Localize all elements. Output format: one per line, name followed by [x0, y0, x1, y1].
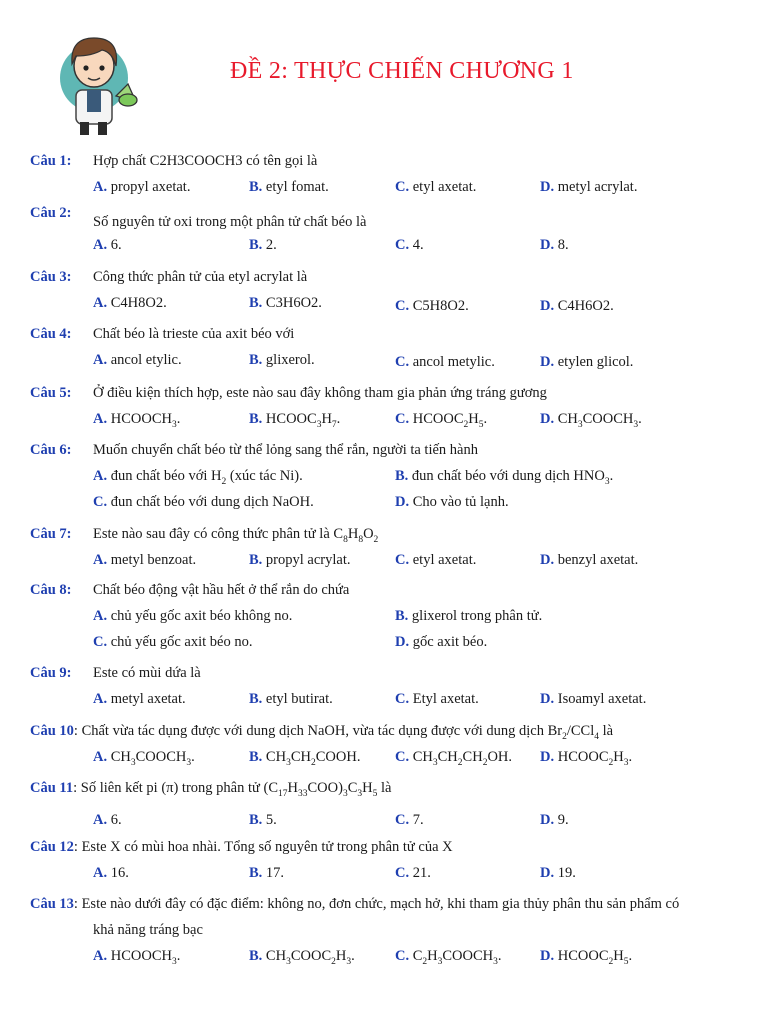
option-a: A. 6. [93, 237, 122, 253]
option-c: C. $C_2H_3COOCH_3$. [395, 948, 502, 967]
option-d: D. $HCOOC_2H_5$. [540, 948, 633, 967]
option-d: D. $HCOOC_2H_3$. [540, 749, 633, 768]
option-d: D. 19. [540, 865, 576, 881]
question-text: Số nguyên tử oxi trong một phân tử chất béo là [93, 214, 367, 230]
question-label: Câu 8: [30, 582, 72, 598]
option-a: A. propyl axetat. [93, 179, 191, 195]
question-3 [30, 264, 750, 316]
option-a: A. metyl axetat. [93, 691, 186, 707]
option-b: B. 17. [249, 865, 285, 881]
option-b: B. $CH_3CH_2COOH$. [249, 749, 361, 768]
option-b: B. đun chất béo với dung dịch $HNO_3$. [395, 468, 614, 487]
option-a: A. đun chất béo với $H_2$ (xúc tác Ni). [93, 468, 303, 487]
formula: $HCOOC_2H_5$. [557, 948, 633, 967]
option-c: C. C5H8O2. [395, 298, 469, 314]
question-label: Câu 2: [30, 205, 72, 221]
formula: $HCOOC_3H_7$. [265, 411, 341, 430]
option-b: B. 2. [249, 237, 277, 253]
option-a: A. $HCOOCH_3$. [93, 411, 181, 430]
option-c: C. $HCOOC_2H_5$. [395, 411, 488, 430]
option-a: A. chủ yếu gốc axit béo không no. [93, 608, 293, 624]
option-a: A. metyl benzoat. [93, 552, 197, 568]
option-c: C. etyl axetat. [395, 552, 477, 568]
formula: $C_2H_3COOCH_3$. [412, 948, 502, 967]
question-13 [30, 891, 750, 969]
question-text: Chất béo là trieste của axit béo với [93, 326, 295, 342]
question-label: Câu 9: [30, 665, 72, 681]
question-text: Câu 12: Este X có mùi hoa nhài. Tổng số nguyên tử trong phân tử của X [30, 839, 453, 855]
question-text-continued: khả năng tráng bạc [93, 922, 203, 938]
option-b: B. glixerol trong phân tử. [395, 608, 543, 624]
option-b: B. $CH_3COOC_2H_3$. [249, 948, 355, 967]
option-d: D. Isoamyl axetat. [540, 691, 647, 707]
question-12 [30, 834, 750, 886]
option-c: C. đun chất béo với dung dịch NaOH. [93, 494, 314, 510]
option-d: D. 8. [540, 237, 569, 253]
question-label: Câu 5: [30, 385, 72, 401]
question-text: Muốn chuyển chất béo từ thể lỏng sang thể rắn, người ta tiến hành [93, 442, 478, 458]
option-b: B. propyl acrylat. [249, 552, 351, 568]
question-text: Câu 13: Este nào dưới đây có đặc điểm: không no, đơn chức, mạch hở, khi tham gia thủy phân thu sản phẩm có [30, 896, 680, 912]
option-d: D. etylen glicol. [540, 354, 634, 370]
formula: đun chất béo với $H_2$ (xúc tác Ni). [110, 468, 303, 487]
scientist-mascot-image [56, 26, 146, 138]
option-d: D. C4H6O2. [540, 298, 614, 314]
option-b: B. etyl fomat. [249, 179, 329, 195]
option-c: C. 21. [395, 865, 431, 881]
option-d: D. 9. [540, 812, 569, 828]
option-a: A. ancol etylic. [93, 352, 182, 368]
formula: $HCOOCH_3$. [110, 411, 181, 430]
question-4 [30, 321, 750, 373]
question-7 [30, 521, 750, 573]
question-10 [30, 718, 750, 770]
question-5 [30, 380, 750, 432]
formula: $HCOOCH_3$. [110, 948, 181, 967]
option-a: A. $HCOOCH_3$. [93, 948, 181, 967]
question-label: Câu 7: [30, 526, 72, 542]
option-d: D. Cho vào tủ lạnh. [395, 494, 509, 510]
question-text: Chất béo động vật hầu hết ở thể rắn do chứa [93, 582, 350, 598]
question-text: Ở điều kiện thích hợp, este nào sau đây không tham gia phản ứng tráng gương [93, 385, 547, 401]
option-b: B. glixerol. [249, 352, 315, 368]
option-a: A. 16. [93, 865, 129, 881]
option-d: D. metyl acrylat. [540, 179, 638, 195]
question-label: Câu 4: [30, 326, 72, 342]
question-label: Câu 6: [30, 442, 72, 458]
option-a: A. C4H8O2. [93, 295, 167, 311]
formula: $HCOOC_2H_5$. [412, 411, 488, 430]
option-d: D. $CH_3COOCH_3$. [540, 411, 642, 430]
option-c: C. $CH_3CH_2CH_2OH$. [395, 749, 513, 768]
question-text: Este có mùi dứa là [93, 665, 201, 681]
question-label: Câu 3: [30, 269, 72, 285]
question-text: Este nào sau đây có công thức phân tử là $C_8H_8O_2$ [93, 526, 379, 545]
option-b: B. C3H6O2. [249, 295, 322, 311]
question-label: Câu 1: [30, 153, 72, 169]
option-a: A. 6. [93, 812, 122, 828]
option-d: D. benzyl axetat. [540, 552, 639, 568]
question-8 [30, 577, 750, 655]
option-c: C. chủ yếu gốc axit béo no. [93, 634, 253, 650]
option-b: B. etyl butirat. [249, 691, 333, 707]
option-c: C. ancol metylic. [395, 354, 495, 370]
question-text: Hợp chất C2H3COOCH3 có tên gọi là [93, 153, 318, 169]
option-a: A. $CH_3COOCH_3$. [93, 749, 195, 768]
formula: $CH_3COOCH_3$. [110, 749, 195, 768]
formula: đun chất béo với dung dịch $HNO_3$. [411, 468, 614, 487]
question-9 [30, 660, 750, 712]
option-b: B. 5. [249, 812, 277, 828]
formula: $CH_3COOC_2H_3$. [265, 948, 355, 967]
formula: $HCOOC_2H_3$. [557, 749, 633, 768]
option-c: C. 7. [395, 812, 424, 828]
question-text: Câu 10: Chất vừa tác dụng được với dung dịch NaOH, vừa tác dụng được với dung dịch $Br_2/CCl_4$ là [30, 723, 614, 742]
option-c: C. Etyl axetat. [395, 691, 479, 707]
page-title: ĐỀ 2: THỰC CHIẾN CHƯƠNG 1 [230, 58, 574, 84]
question-text: Công thức phân tử của etyl acrylat là [93, 269, 308, 285]
option-d: D. gốc axit béo. [395, 634, 488, 650]
question-text: Câu 11: Số liên kết pi (π) trong phân tử $(C_{17}H_{33}COO)_3C_3H_5$ là [30, 780, 392, 799]
formula: $CH_3CH_2CH_2OH$. [412, 749, 513, 768]
formula: $CH_3CH_2COOH$. [265, 749, 361, 768]
question-1 [30, 148, 750, 200]
option-c: C. etyl axetat. [395, 179, 477, 195]
question-2 [30, 200, 750, 252]
formula: $CH_3COOCH_3$. [557, 411, 642, 430]
question-6 [30, 437, 750, 515]
option-b: B. $HCOOC_3H_7$. [249, 411, 341, 430]
question-11 [30, 775, 750, 827]
option-c: C. 4. [395, 237, 424, 253]
